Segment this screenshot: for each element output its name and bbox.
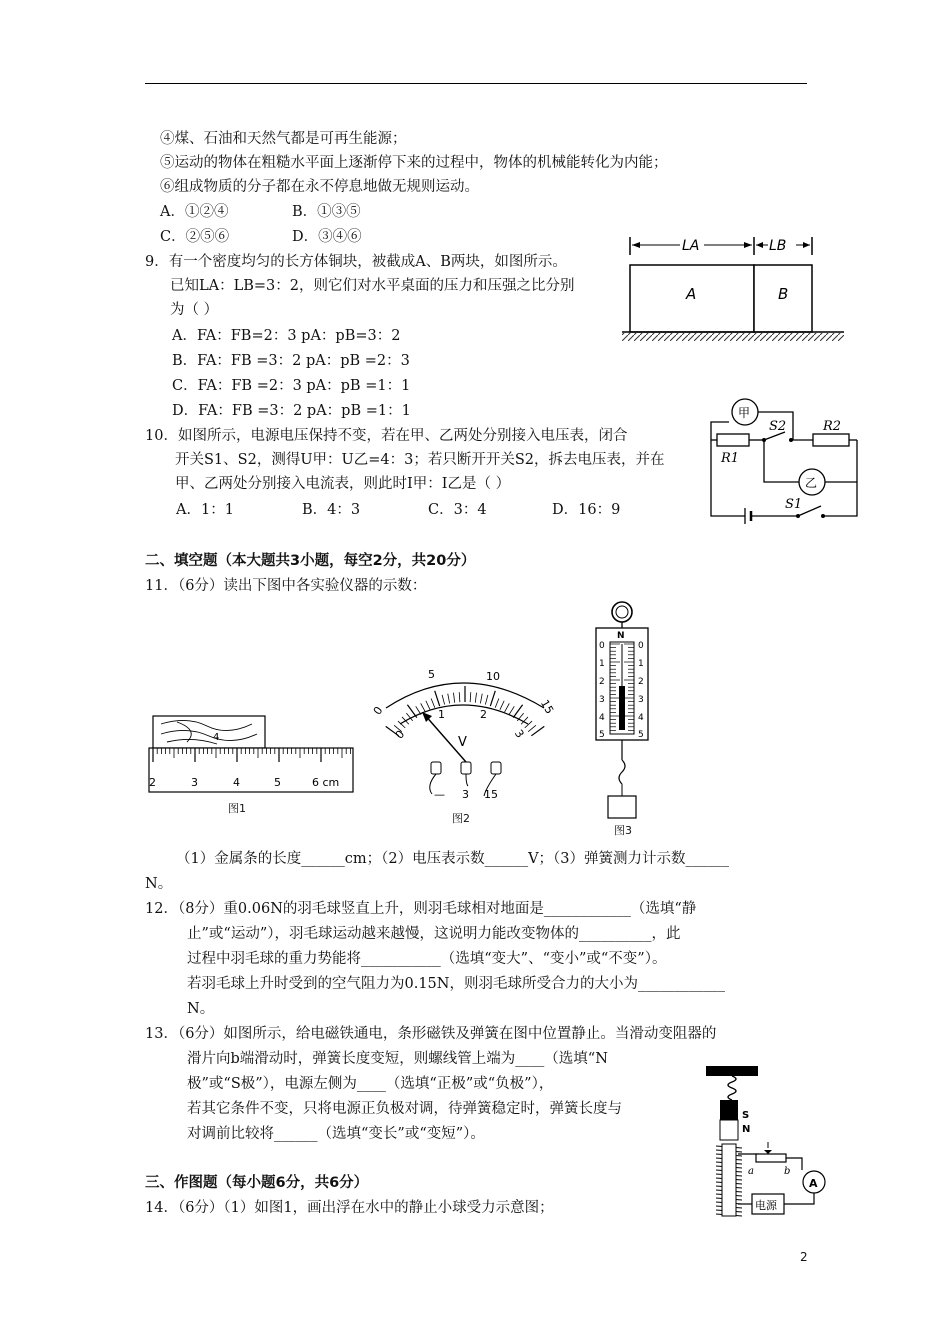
spring-tick-left: 1	[599, 659, 605, 669]
q9-line3: 为（ ）	[170, 302, 219, 318]
meter-unit-label: V	[458, 735, 467, 750]
tick-mark	[500, 701, 504, 710]
meter-top-label: 10	[486, 670, 500, 683]
meter-yi-label: 乙	[805, 476, 818, 490]
q13-electromagnet-figure	[702, 1062, 837, 1220]
q9-line1: 9．有一个密度均匀的长方体铜块，被截成A、B两块，如图所示。	[145, 254, 567, 270]
spring-tick-right: 4	[638, 713, 644, 723]
ruler-tick-label: 5	[274, 776, 281, 789]
q9-option-d: D．FA：FB =3：2 pA：pB =1：1	[172, 403, 411, 419]
spring-tick-right: 1	[638, 659, 644, 669]
fig3-caption: 图3	[614, 824, 632, 837]
q12-line4: 若羽毛球上升时受到的空气阻力为0.15N，则羽毛球所受合力的大小为____________	[187, 976, 725, 992]
tick-mark	[416, 706, 421, 714]
label-lb: LB	[769, 238, 787, 254]
tick-mark	[431, 698, 435, 707]
tick-mark	[475, 693, 476, 703]
spring-tick-left: 4	[599, 713, 605, 723]
tick-mark	[453, 693, 454, 703]
q13-line3: 极”或“S极”），电源左侧为____（选填“正极”或“负极”），	[187, 1076, 554, 1092]
spring-tick-right: 2	[638, 677, 644, 687]
voltmeter-figure	[366, 664, 562, 806]
q9-option-a: A．FA：FB=2：3 pA：pB=3：2	[172, 328, 401, 344]
q8-option-b: B．①③⑤	[292, 204, 361, 220]
magnet-s-label: S	[742, 1110, 750, 1121]
q9-option-c: C．FA：FB =2：3 pA：pB =1：1	[172, 378, 411, 394]
tick-mark	[459, 692, 460, 702]
tick-mark	[426, 701, 430, 710]
meter-top-label: 5	[428, 668, 435, 681]
spring-scale-figure	[590, 600, 654, 822]
statement-4: ④煤、石油和天然气都是可再生能源；	[160, 131, 407, 147]
q12-line1: 12．（8分）重0.06N的羽毛球竖直上升，则羽毛球相对地面是____________（选填“静	[145, 901, 697, 917]
switch-s1-label: S1	[785, 497, 803, 512]
statement-5: ⑤运动的物体在粗糙水平面上逐渐停下来的过程中，物体的机械能转化为内能；	[160, 155, 668, 171]
tick-mark	[495, 698, 499, 707]
q11-answer-line2: N。	[145, 876, 173, 892]
q10-circuit-figure	[705, 398, 863, 524]
spring-tick-right: 0	[638, 641, 644, 651]
tick-mark	[490, 691, 495, 706]
resistor-r1-label: R1	[721, 451, 740, 466]
meter-bottom-label: 1	[438, 708, 445, 721]
section-3-heading: 三、作图题（每小题6分，共6分）	[145, 1175, 369, 1191]
meter-bottom-label: 3	[511, 727, 527, 741]
label-la: LA	[682, 238, 700, 254]
fig2-caption: 图2	[452, 812, 470, 825]
tick-mark	[505, 703, 510, 712]
section-2-heading: 二、填空题（本大题共3小题，每空2分，共20分）	[145, 553, 476, 569]
switch-s2-label: S2	[769, 419, 787, 434]
q8-option-a: A．①②④	[160, 204, 229, 220]
q9-figure-blocks	[622, 233, 847, 345]
statement-6: ⑥组成物质的分子都在永不停息地做无规则运动。	[160, 179, 479, 195]
q9-line2: 已知LA：LB=3：2，则它们对水平桌面的压力和压强之比分别	[170, 278, 575, 294]
tick-mark	[485, 695, 487, 705]
spring-unit-label: N	[617, 631, 625, 641]
ruler-tick-label: 4	[233, 776, 240, 789]
q8-option-c: C．②⑤⑥	[160, 229, 230, 245]
q13-line5: 对调前比较将______（选填“变长”或“变短”）。	[187, 1126, 485, 1142]
ruler-tick-label: 3	[191, 776, 198, 789]
q11-answer-line: （1）金属条的长度______cm；（2）电压表示数______V；（3）弹簧测力计示数______	[176, 851, 730, 867]
rheostat-a-label: a	[748, 1166, 754, 1177]
tick-mark	[442, 695, 444, 705]
q14-line1: 14．（6分）（1）如图1，画出浮在水中的静止小球受力示意图；	[145, 1200, 554, 1216]
tick-mark	[480, 694, 482, 704]
terminal-label: 3	[462, 788, 469, 801]
meter-bottom-label: 2	[480, 708, 487, 721]
q10-line2: 开关S1、S2，测得U甲：U乙=4：3；若只断开开关S2，拆去电压表，并在	[175, 452, 665, 468]
spring-tick-right: 5	[638, 730, 644, 740]
tick-mark	[448, 694, 450, 704]
q11-stem: 11．（6分）读出下图中各实验仪器的示数：	[145, 578, 427, 594]
power-source-label: 电源	[755, 1199, 777, 1212]
q12-line3: 过程中羽毛球的重力势能将___________（选填“变大”、“变小”或“不变”）。	[187, 951, 667, 967]
tick-mark	[528, 725, 536, 731]
spring-tick-left: 3	[599, 695, 605, 705]
spring-tick-right: 3	[638, 695, 644, 705]
header-rule	[145, 83, 807, 84]
ammeter-label: A	[809, 1177, 818, 1190]
tick-mark	[402, 717, 409, 724]
q10-option-a: A．1：1	[176, 502, 234, 518]
resistor-r2-label: R2	[823, 419, 842, 434]
q13-line2: 滑片向b端滑动时，弹簧长度变短，则螺线管上端为____（选填“N	[187, 1051, 608, 1067]
meter-bottom-label: 0	[392, 727, 408, 742]
q10-option-d: D．16：9	[552, 502, 621, 518]
q12-line2: 止”或“运动”），羽毛球运动越来越慢，这说明力能改变物体的__________，此	[187, 926, 681, 942]
bar-label: 4	[213, 732, 220, 743]
terminal-label: 15	[484, 788, 498, 801]
fig1-caption: 图1	[228, 802, 246, 815]
q8-option-d: D．③④⑥	[292, 229, 362, 245]
tick-mark	[509, 706, 514, 714]
spring-tick-left: 0	[599, 641, 605, 651]
q10-option-b: B．4：3	[302, 502, 361, 518]
page-number: 2	[800, 1250, 808, 1264]
magnet-n-label: N	[742, 1124, 751, 1135]
spring-tick-left: 2	[599, 677, 605, 687]
tick-mark	[525, 721, 532, 728]
ruler-figure	[147, 712, 359, 796]
meter-top-label: 15	[537, 697, 557, 717]
rheostat-b-label: b	[784, 1166, 791, 1177]
block-a-label: A	[686, 285, 697, 303]
terminal-label: —	[434, 788, 445, 801]
meter-jia-label: 甲	[738, 406, 751, 420]
block-b-label: B	[778, 285, 789, 303]
ruler-tick-label: 6 cm	[312, 776, 340, 789]
q10-option-c: C．3：4	[428, 502, 487, 518]
q9-option-b: B．FA：FB =3：2 pA：pB =2：3	[172, 353, 410, 369]
q12-line5: N。	[187, 1001, 215, 1017]
q13-line1: 13．（6分）如图所示，给电磁铁通电，条形磁铁及弹簧在图中位置静止。当滑动变阻器的	[145, 1026, 717, 1042]
spring-tick-left: 5	[599, 730, 605, 740]
tick-mark	[421, 703, 426, 712]
meter-top-label: 0	[370, 704, 386, 718]
q10-line1: 10．如图所示，电源电压保持不变，若在甲、乙两处分别接入电压表，闭合	[145, 428, 628, 444]
q10-line3: 甲、乙两处分别接入电流表，则此时I甲：I乙是（ ）	[175, 476, 511, 492]
tick-mark	[435, 691, 440, 706]
tick-mark	[470, 692, 471, 702]
ruler-tick-label: 2	[149, 776, 156, 789]
q13-line4: 若其它条件不变，只将电源正负极对调，待弹簧稳定时，弹簧长度与	[187, 1101, 622, 1117]
